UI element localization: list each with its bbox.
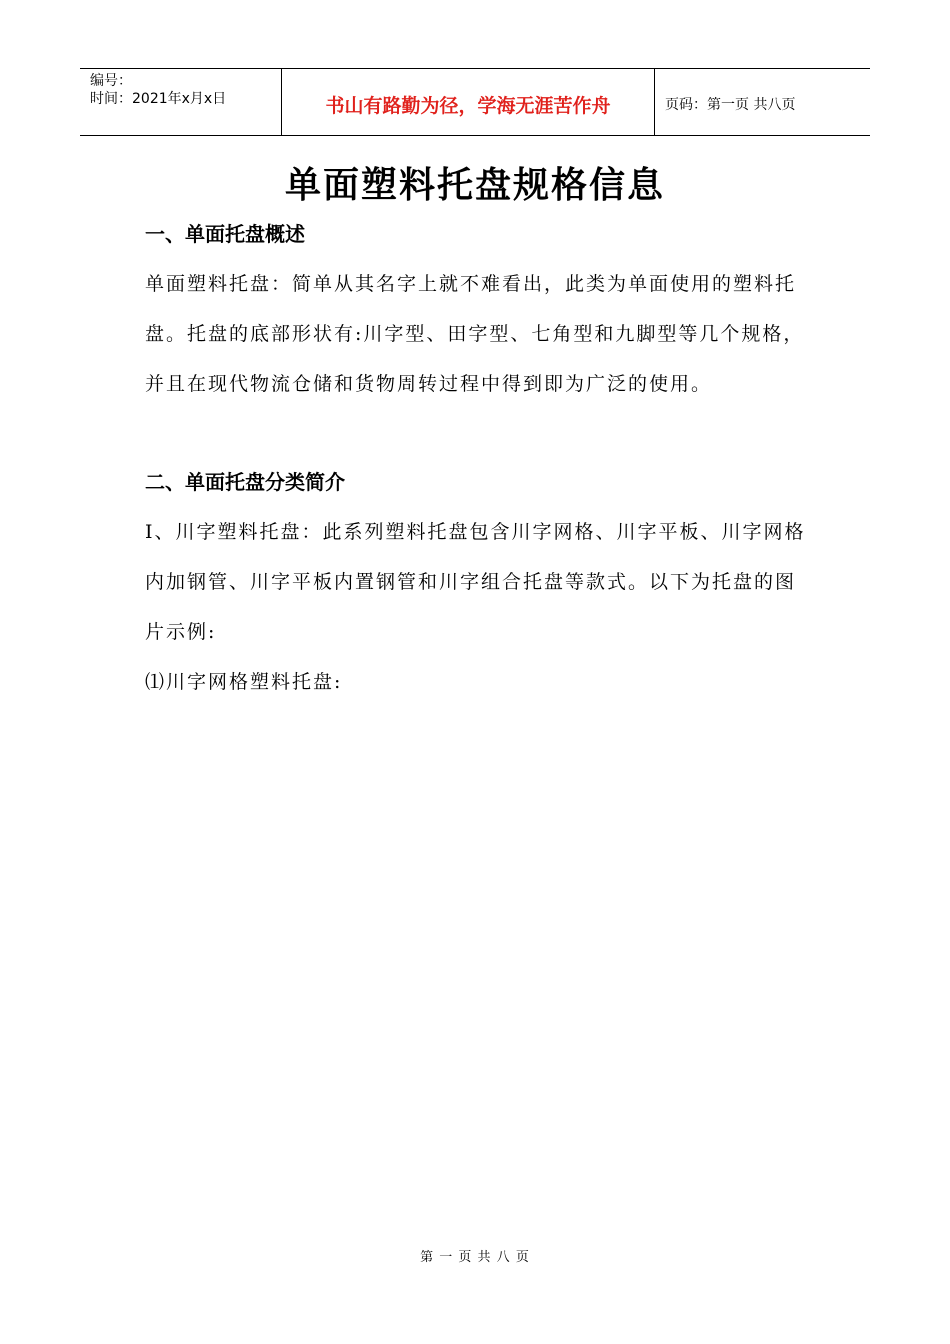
paragraph-chuan-pallet: Ⅰ、川字塑料托盘：此系列塑料托盘包含川字网格、川字平板、川字网格内加钢管、川字平板内置钢管和川字组合托盘等款式。以下为托盘的图片示例:	[145, 521, 806, 643]
header-motto: 书山有路勤为径，学海无涯苦作舟	[325, 94, 611, 117]
document-time-label: 时间：2021年x月x日	[90, 91, 227, 107]
document-number-label: 编号：	[90, 73, 132, 89]
header-motto-cell	[282, 69, 655, 135]
section-heading-overview: 一、单面托盘概述	[145, 222, 305, 246]
page-footer: 第 一 页 共 八 页	[420, 1250, 530, 1265]
header-page-info: 页码：第一页 共八页	[665, 97, 796, 113]
document-title: 单面塑料托盘规格信息	[284, 164, 665, 206]
section-heading-classification: 二、单面托盘分类简介	[145, 470, 345, 494]
header-meta-cell	[80, 69, 282, 135]
header-page-cell	[655, 69, 870, 135]
list-item-chuan-grid-pallet: ⑴川字网格塑料托盘:	[145, 671, 343, 693]
paragraph-overview: 单面塑料托盘：简单从其名字上就不难看出，此类为单面使用的塑料托盘。托盘的底部形状有:川字型、田字型、七角型和九脚型等几个规格，并且在现代物流仓储和货物周转过程中得到即为广泛的使用。	[145, 273, 805, 395]
header-table	[80, 68, 870, 136]
